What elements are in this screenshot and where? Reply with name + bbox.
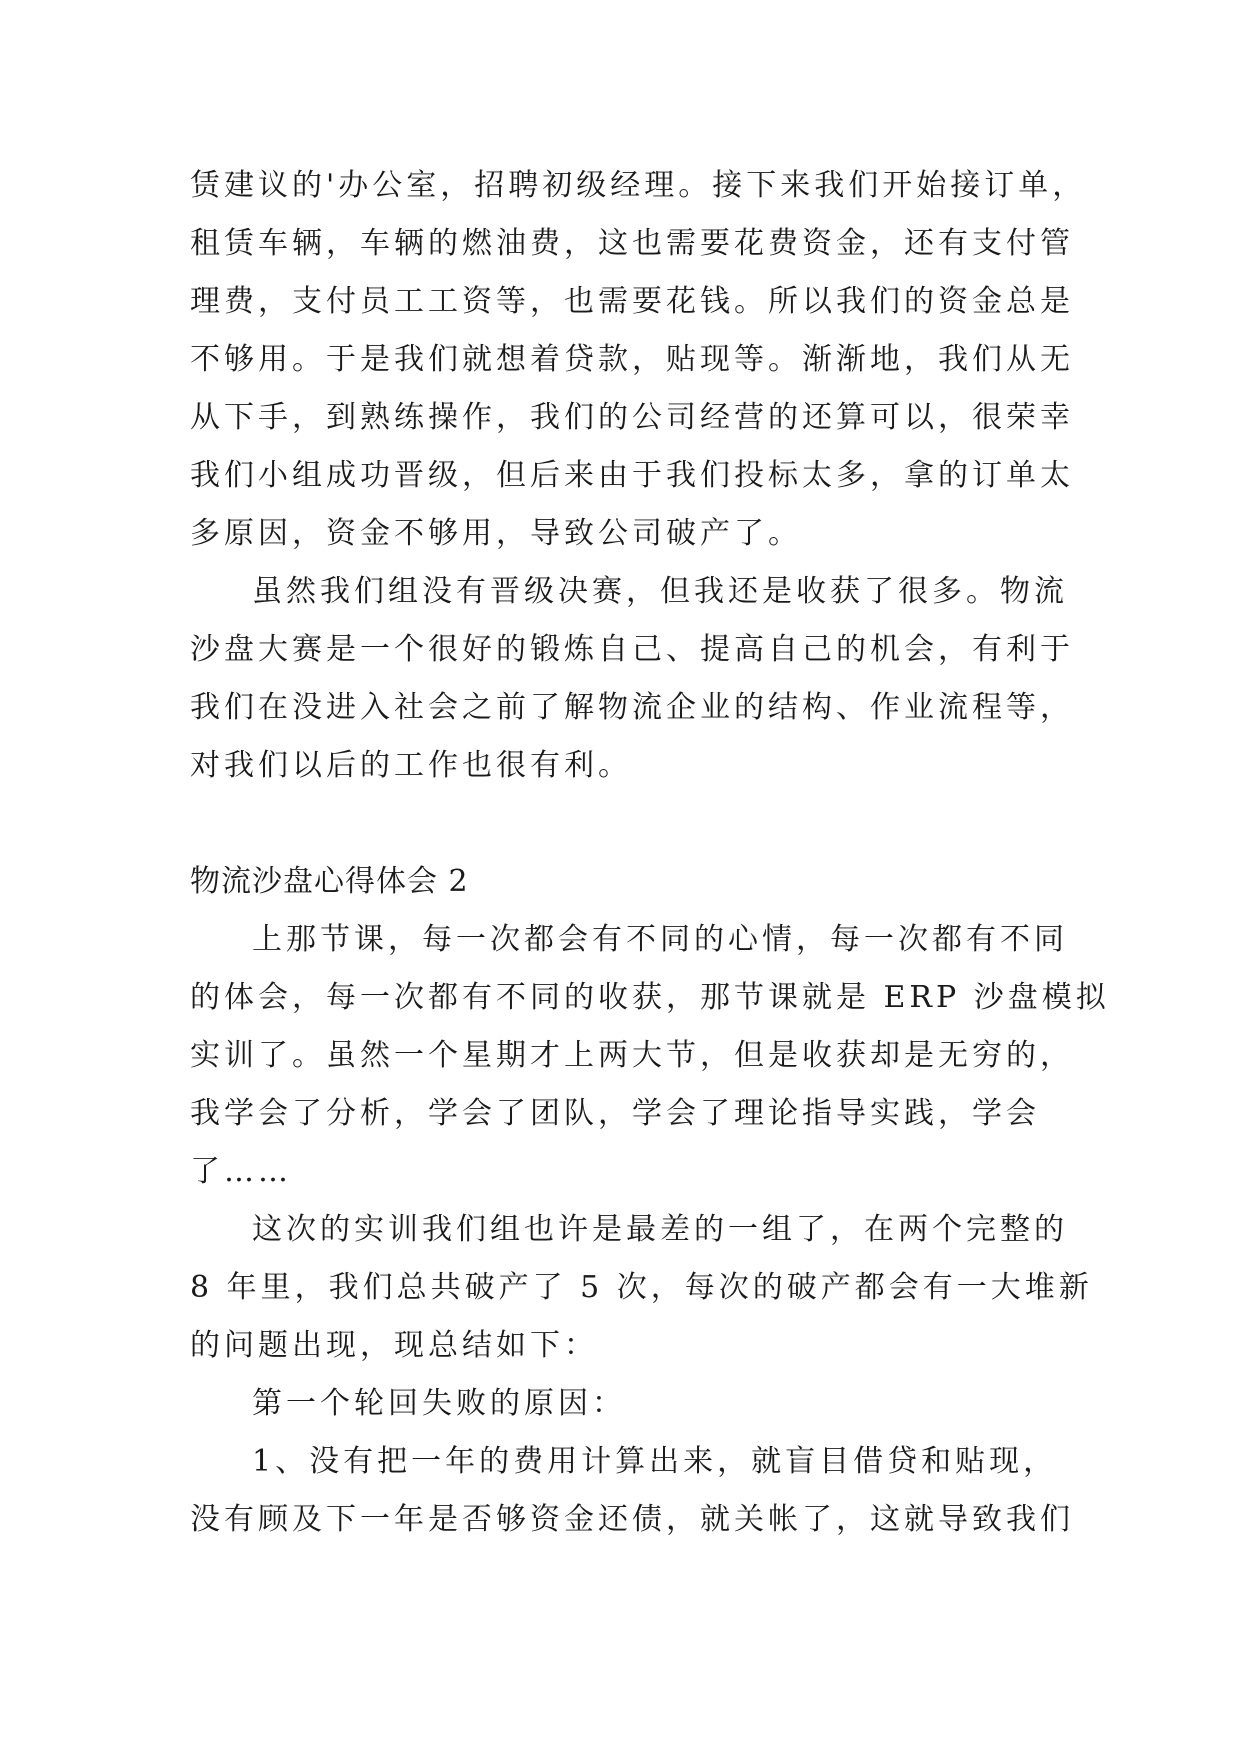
paragraph-line: 我学会了分析，学会了团队，学会了理论指导实践，学会 <box>190 1096 1040 1131</box>
paragraph-line: 赁建议的'办公室，招聘初级经理。接下来我们开始接订单， <box>190 168 1087 203</box>
paragraph-line: 理费，支付员工工资等，也需要花钱。所以我们的资金总是 <box>190 284 1074 319</box>
paragraph-line: 沙盘大赛是一个很好的锻炼自己、提高自己的机会，有利于 <box>190 632 1074 667</box>
paragraph-line: 租赁车辆，车辆的燃油费，这也需要花费资金，还有支付管 <box>190 226 1074 261</box>
paragraph-line: 的体会，每一次都有不同的收获，那节课就是 ERP 沙盘模拟 <box>190 980 1110 1015</box>
paragraph-line: 我们小组成功晋级，但后来由于我们投标太多，拿的订单太 <box>190 458 1074 493</box>
paragraph-line: 的问题出现，现总结如下： <box>190 1328 598 1363</box>
paragraph-line: 8 年里，我们总共破产了 5 次，每次的破产都会有一大堆新 <box>190 1270 1093 1305</box>
section-title: 物流沙盘心得体会 2 <box>190 864 469 899</box>
paragraph-line: 这次的实训我们组也许是最差的一组了，在两个完整的 <box>252 1212 1068 1247</box>
paragraph-line: 多原因，资金不够用，导致公司破产了。 <box>190 516 802 551</box>
paragraph-line: 不够用。于是我们就想着贷款，贴现等。渐渐地，我们从无 <box>190 342 1074 377</box>
paragraph-line: 1、没有把一年的费用计算出来，就盲目借贷和贴现， <box>252 1444 1058 1479</box>
paragraph-line: 虽然我们组没有晋级决赛，但我还是收获了很多。物流 <box>252 574 1068 609</box>
paragraph-line: 从下手，到熟练操作，我们的公司经营的还算可以，很荣幸 <box>190 400 1074 435</box>
paragraph-line: 上那节课，每一次都会有不同的心情，每一次都有不同 <box>252 922 1068 957</box>
paragraph-line: 我们在没进入社会之前了解物流企业的结构、作业流程等， <box>190 690 1074 725</box>
paragraph-line: 没有顾及下一年是否够资金还债，就关帐了，这就导致我们 <box>190 1502 1074 1537</box>
paragraph-line: 对我们以后的工作也很有利。 <box>190 748 632 783</box>
paragraph-line: 第一个轮回失败的原因： <box>252 1386 626 1421</box>
paragraph-line: 了…… <box>190 1154 292 1189</box>
paragraph-line: 实训了。虽然一个星期才上两大节，但是收获却是无穷的， <box>190 1038 1074 1073</box>
